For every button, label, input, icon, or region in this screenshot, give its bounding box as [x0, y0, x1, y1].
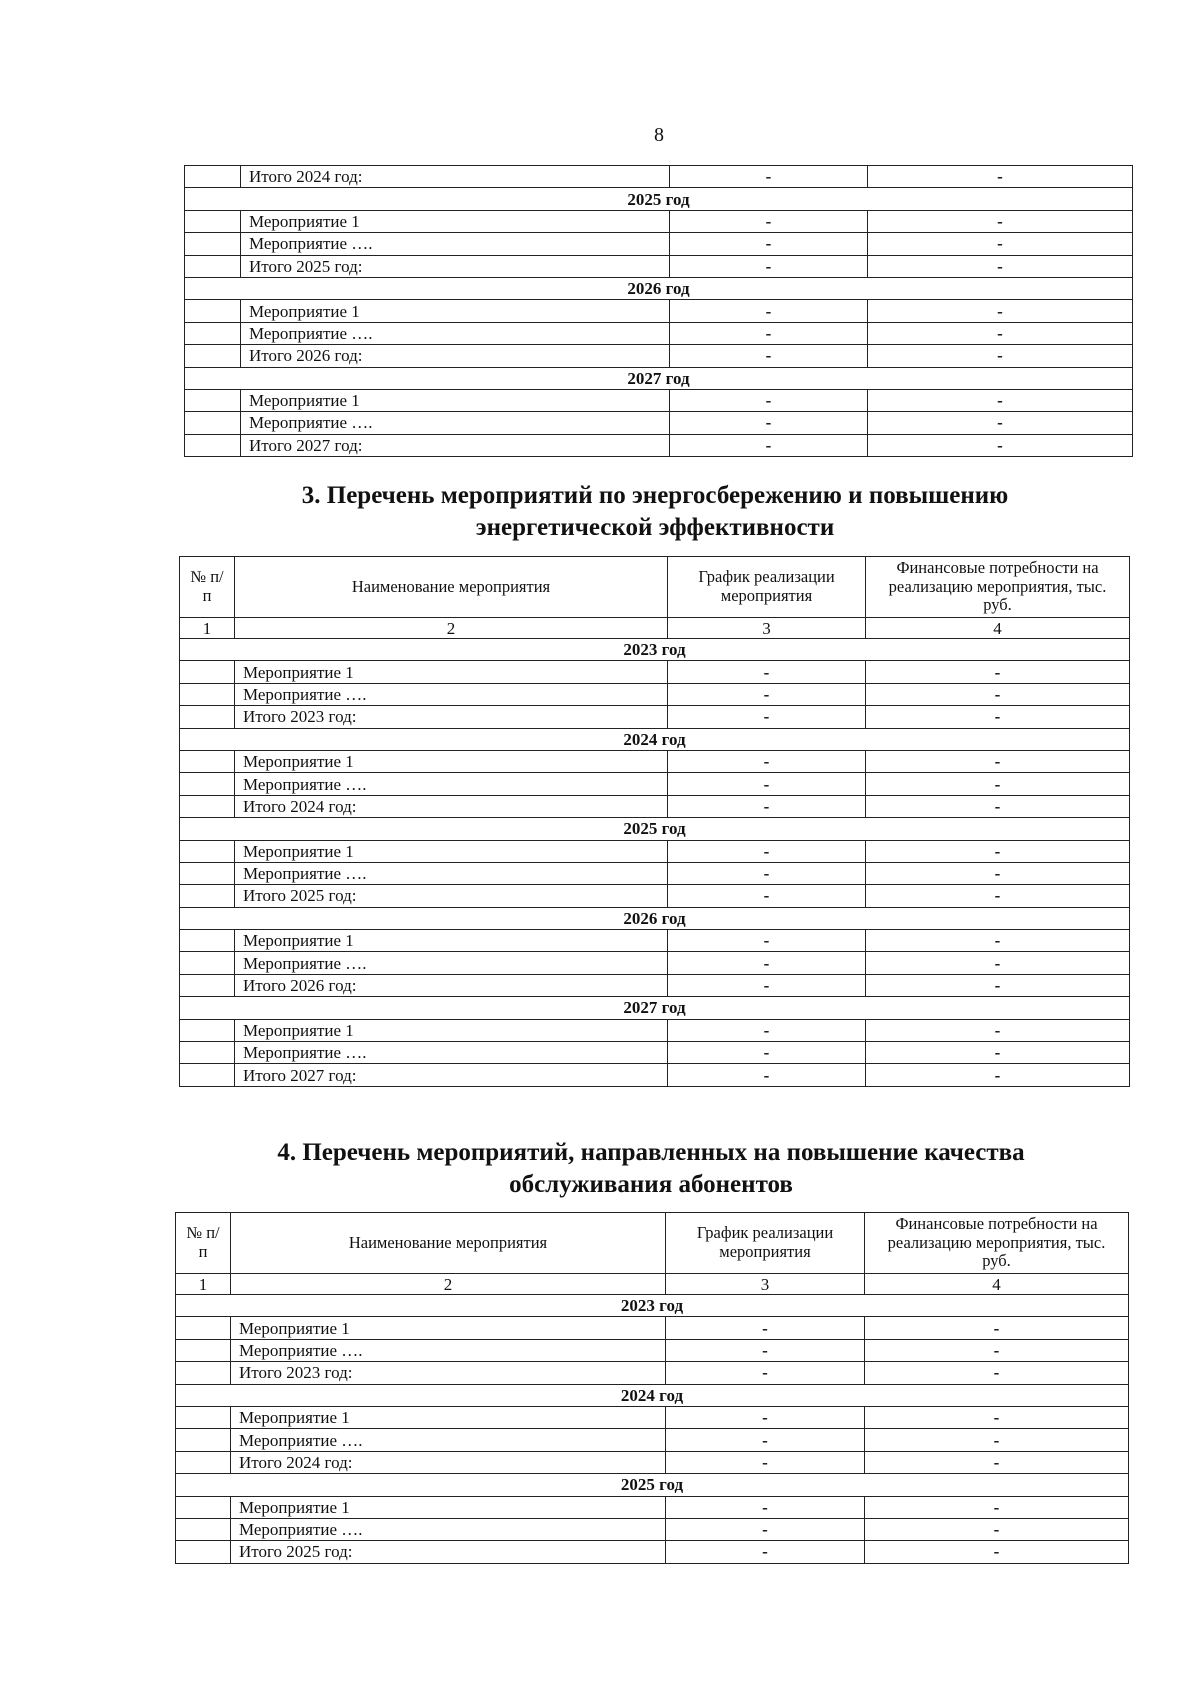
table-row: [185, 412, 1133, 434]
row-number-cell: [185, 300, 241, 322]
table-row: [180, 862, 1130, 884]
schedule-cell: -: [668, 750, 866, 772]
finance-cell: -: [866, 773, 1130, 795]
activity-name: Мероприятие 1: [241, 389, 670, 411]
schedule-cell: -: [666, 1317, 865, 1339]
row-number-cell: [185, 345, 241, 367]
year-label: 2026 год: [185, 277, 1133, 299]
schedule-cell: -: [668, 952, 866, 974]
finance-cell: -: [865, 1429, 1129, 1451]
year-row: [180, 818, 1130, 840]
row-number-cell: [180, 862, 235, 884]
total-label: Итого 2023 год:: [235, 706, 668, 728]
schedule-cell: -: [666, 1339, 865, 1361]
activity-name: Мероприятие 1: [235, 930, 668, 952]
schedule-cell: -: [668, 773, 866, 795]
header-finance: Финансовые потребности на реализацию мероприятия, тыс. руб.: [865, 1213, 1129, 1274]
year-row: [176, 1295, 1129, 1317]
finance-cell: -: [866, 750, 1130, 772]
year-row: [176, 1384, 1129, 1406]
column-number: 1: [176, 1274, 231, 1295]
table-row: [176, 1339, 1129, 1361]
row-number-cell: [176, 1339, 231, 1361]
header-finance: Финансовые потребности на реализацию мероприятия, тыс. руб.: [866, 557, 1130, 618]
table-row: [176, 1429, 1129, 1451]
finance-cell: -: [866, 795, 1130, 817]
row-number-cell: [176, 1451, 231, 1473]
table-header-row: [180, 557, 1130, 618]
schedule-cell: -: [668, 840, 866, 862]
section-4-table-body: [176, 1295, 1129, 1564]
row-number-cell: [180, 930, 235, 952]
schedule-cell: -: [670, 345, 868, 367]
column-numbers-row: [176, 1274, 1129, 1295]
row-number-cell: [180, 683, 235, 705]
year-label: 2027 год: [180, 997, 1130, 1019]
row-number-cell: [185, 322, 241, 344]
row-number-cell: [176, 1429, 231, 1451]
schedule-cell: -: [668, 1019, 866, 1041]
activity-name: Мероприятие ….: [231, 1518, 666, 1540]
continued-table-body: [185, 166, 1133, 457]
activity-name: Мероприятие ….: [235, 862, 668, 884]
year-row: [180, 907, 1130, 929]
total-row: [176, 1541, 1129, 1563]
finance-cell: -: [868, 322, 1133, 344]
year-label: 2023 год: [176, 1295, 1129, 1317]
schedule-cell: -: [670, 233, 868, 255]
section-3-title-line2: энергетической эффективности: [475, 514, 835, 541]
finance-cell: -: [866, 1064, 1130, 1086]
table-row: [185, 233, 1133, 255]
schedule-cell: -: [668, 683, 866, 705]
section-3-title: [180, 480, 1130, 544]
total-label: Итого 2026 год:: [235, 974, 668, 996]
table-row: [176, 1496, 1129, 1518]
schedule-cell: -: [666, 1541, 865, 1563]
total-row: [180, 885, 1130, 907]
total-label: Итого 2026 год:: [241, 345, 670, 367]
column-number: 2: [231, 1274, 666, 1295]
year-label: 2025 год: [176, 1474, 1129, 1496]
schedule-cell: -: [666, 1451, 865, 1473]
table-row: [180, 750, 1130, 772]
finance-cell: -: [868, 300, 1133, 322]
row-number-cell: [185, 389, 241, 411]
activity-name: Мероприятие ….: [241, 322, 670, 344]
section-3-title-line1: 3. Перечень мероприятий по энергосбережению и повышению: [301, 482, 1009, 509]
table-row: [180, 1042, 1130, 1064]
activity-name: Мероприятие 1: [231, 1406, 666, 1428]
column-number: 3: [666, 1274, 865, 1295]
total-label: Итого 2025 год:: [231, 1541, 666, 1563]
total-row: [185, 345, 1133, 367]
activity-name: Мероприятие 1: [235, 1019, 668, 1041]
row-number-cell: [180, 773, 235, 795]
total-label: Итого 2023 год:: [231, 1362, 666, 1384]
year-row: [185, 188, 1133, 210]
column-number: 2: [235, 618, 668, 639]
activity-name: Мероприятие ….: [235, 952, 668, 974]
finance-cell: -: [866, 840, 1130, 862]
total-row: [185, 434, 1133, 456]
row-number-cell: [176, 1362, 231, 1384]
finance-cell: -: [865, 1451, 1129, 1473]
table-row: [180, 930, 1130, 952]
schedule-cell: -: [670, 322, 868, 344]
table-row: [180, 1019, 1130, 1041]
activity-name: Мероприятие ….: [241, 412, 670, 434]
schedule-cell: -: [668, 706, 866, 728]
schedule-cell: -: [670, 434, 868, 456]
finance-cell: -: [866, 1042, 1130, 1064]
column-number: 4: [865, 1274, 1129, 1295]
total-label: Итого 2027 год:: [241, 434, 670, 456]
finance-cell: -: [865, 1406, 1129, 1428]
schedule-cell: -: [670, 210, 868, 232]
column-numbers-row: [180, 618, 1130, 639]
schedule-cell: -: [670, 412, 868, 434]
schedule-cell: -: [668, 1064, 866, 1086]
total-label: Итого 2025 год:: [235, 885, 668, 907]
finance-cell: -: [866, 1019, 1130, 1041]
section-4-title-line1: 4. Перечень мероприятий, направленных на повышение качества: [277, 1139, 1025, 1166]
row-number-cell: [185, 412, 241, 434]
row-number-cell: [185, 166, 241, 188]
year-row: [180, 639, 1130, 661]
finance-cell: -: [868, 233, 1133, 255]
total-row: [176, 1362, 1129, 1384]
finance-cell: -: [866, 974, 1130, 996]
activity-name: Мероприятие 1: [231, 1496, 666, 1518]
finance-cell: -: [866, 661, 1130, 683]
finance-cell: -: [865, 1362, 1129, 1384]
finance-cell: -: [865, 1496, 1129, 1518]
schedule-cell: -: [668, 661, 866, 683]
header-name: Наименование мероприятия: [235, 557, 668, 618]
column-number: 1: [180, 618, 235, 639]
year-row: [180, 997, 1130, 1019]
header-schedule: График реализации мероприятия: [666, 1213, 865, 1274]
row-number-cell: [180, 1064, 235, 1086]
row-number-cell: [180, 840, 235, 862]
finance-cell: -: [868, 210, 1133, 232]
row-number-cell: [185, 255, 241, 277]
total-label: Итого 2025 год:: [241, 255, 670, 277]
header-number: № п/п: [176, 1213, 231, 1274]
schedule-cell: -: [666, 1362, 865, 1384]
schedule-cell: -: [668, 1042, 866, 1064]
schedule-cell: -: [670, 255, 868, 277]
schedule-cell: -: [668, 885, 866, 907]
activity-name: Мероприятие ….: [235, 773, 668, 795]
total-label: Итого 2024 год:: [235, 795, 668, 817]
table-row: [176, 1406, 1129, 1428]
total-row: [180, 795, 1130, 817]
activity-name: Мероприятие 1: [235, 840, 668, 862]
finance-cell: -: [868, 412, 1133, 434]
activity-name: Мероприятие 1: [241, 300, 670, 322]
year-label: 2026 год: [180, 907, 1130, 929]
activity-name: Мероприятие ….: [241, 233, 670, 255]
row-number-cell: [180, 952, 235, 974]
finance-cell: -: [866, 706, 1130, 728]
year-label: 2027 год: [185, 367, 1133, 389]
finance-cell: -: [866, 930, 1130, 952]
row-number-cell: [185, 233, 241, 255]
row-number-cell: [176, 1406, 231, 1428]
finance-cell: -: [866, 952, 1130, 974]
total-row: [180, 706, 1130, 728]
table-row: [176, 1317, 1129, 1339]
finance-cell: -: [868, 434, 1133, 456]
table-row: [176, 1518, 1129, 1540]
year-label: 2024 год: [180, 728, 1130, 750]
row-number-cell: [180, 974, 235, 996]
row-number-cell: [185, 434, 241, 456]
finance-cell: -: [865, 1518, 1129, 1540]
year-row: [176, 1474, 1129, 1496]
table-row: [180, 661, 1130, 683]
row-number-cell: [180, 795, 235, 817]
section-4-title-line2: обслуживания абонентов: [509, 1171, 793, 1198]
total-row: [180, 974, 1130, 996]
table-row: [185, 322, 1133, 344]
finance-cell: -: [866, 683, 1130, 705]
section-4-table: [175, 1212, 1129, 1564]
total-row: [180, 1064, 1130, 1086]
total-row: [185, 255, 1133, 277]
activity-name: Мероприятие ….: [235, 683, 668, 705]
table-row: [185, 389, 1133, 411]
table-row: [185, 300, 1133, 322]
row-number-cell: [180, 1042, 235, 1064]
schedule-cell: -: [670, 300, 868, 322]
table-row: [180, 683, 1130, 705]
row-number-cell: [180, 706, 235, 728]
page-number: 8: [654, 124, 664, 146]
header-schedule: График реализации мероприятия: [668, 557, 866, 618]
row-number-cell: [176, 1317, 231, 1339]
schedule-cell: -: [668, 930, 866, 952]
finance-cell: -: [865, 1317, 1129, 1339]
total-row: [185, 166, 1133, 188]
table-row: [180, 952, 1130, 974]
finance-cell: -: [868, 166, 1133, 188]
section-4-title: [176, 1137, 1126, 1201]
column-number: 3: [668, 618, 866, 639]
year-label: 2023 год: [180, 639, 1130, 661]
row-number-cell: [180, 750, 235, 772]
row-number-cell: [176, 1518, 231, 1540]
schedule-cell: -: [666, 1518, 865, 1540]
section-3-table-body: [180, 639, 1130, 1087]
finance-cell: -: [866, 885, 1130, 907]
row-number-cell: [176, 1541, 231, 1563]
continued-table: [184, 165, 1133, 457]
table-row: [180, 840, 1130, 862]
schedule-cell: -: [666, 1429, 865, 1451]
row-number-cell: [180, 885, 235, 907]
schedule-cell: -: [666, 1496, 865, 1518]
table-header-row: [176, 1213, 1129, 1274]
activity-name: Мероприятие 1: [231, 1317, 666, 1339]
schedule-cell: -: [668, 862, 866, 884]
table-row: [185, 210, 1133, 232]
activity-name: Мероприятие 1: [235, 750, 668, 772]
activity-name: Мероприятие 1: [235, 661, 668, 683]
schedule-cell: -: [666, 1406, 865, 1428]
finance-cell: -: [868, 255, 1133, 277]
year-row: [185, 367, 1133, 389]
activity-name: Мероприятие ….: [235, 1042, 668, 1064]
column-number: 4: [866, 618, 1130, 639]
total-label: Итого 2024 год:: [231, 1451, 666, 1473]
activity-name: Мероприятие 1: [241, 210, 670, 232]
row-number-cell: [180, 661, 235, 683]
schedule-cell: -: [670, 166, 868, 188]
section-3-table: [179, 556, 1130, 1087]
finance-cell: -: [865, 1339, 1129, 1361]
finance-cell: -: [866, 862, 1130, 884]
row-number-cell: [180, 1019, 235, 1041]
activity-name: Мероприятие ….: [231, 1339, 666, 1361]
total-label: Итого 2024 год:: [241, 166, 670, 188]
finance-cell: -: [865, 1541, 1129, 1563]
year-label: 2025 год: [180, 818, 1130, 840]
row-number-cell: [185, 210, 241, 232]
activity-name: Мероприятие ….: [231, 1429, 666, 1451]
header-number: № п/п: [180, 557, 235, 618]
year-row: [180, 728, 1130, 750]
schedule-cell: -: [668, 974, 866, 996]
header-name: Наименование мероприятия: [231, 1213, 666, 1274]
table-row: [180, 773, 1130, 795]
year-row: [185, 277, 1133, 299]
finance-cell: -: [868, 389, 1133, 411]
total-row: [176, 1451, 1129, 1473]
schedule-cell: -: [670, 389, 868, 411]
finance-cell: -: [868, 345, 1133, 367]
schedule-cell: -: [668, 795, 866, 817]
year-label: 2024 год: [176, 1384, 1129, 1406]
row-number-cell: [176, 1496, 231, 1518]
year-label: 2025 год: [185, 188, 1133, 210]
total-label: Итого 2027 год:: [235, 1064, 668, 1086]
